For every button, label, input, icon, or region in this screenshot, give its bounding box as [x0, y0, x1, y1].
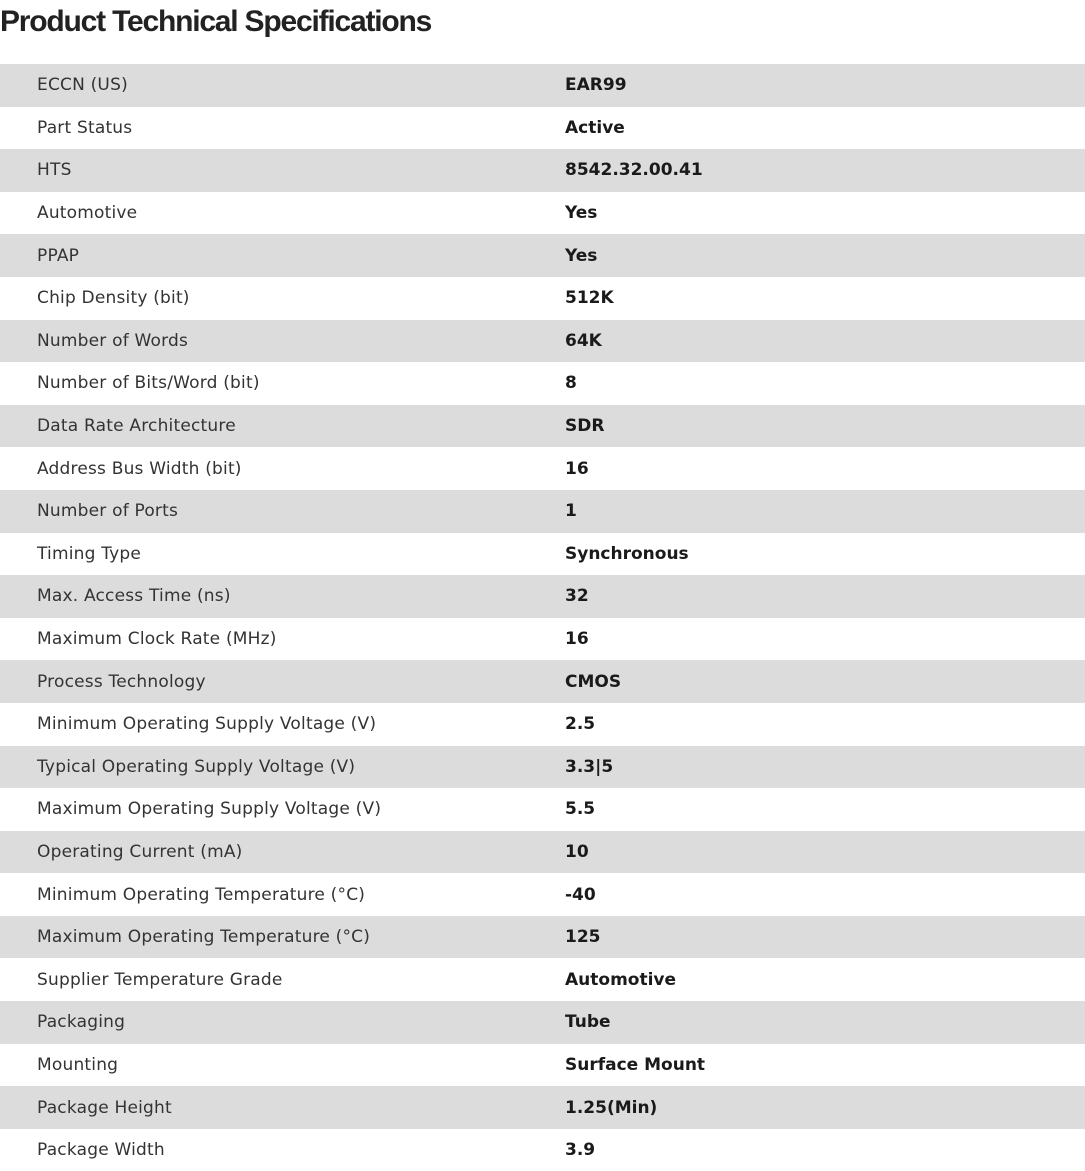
spec-value: 64K	[565, 330, 602, 351]
spec-label: Number of Words	[37, 330, 189, 351]
table-row	[0, 1001, 1085, 1044]
spec-label: Packaging	[37, 1012, 126, 1033]
table-row	[0, 192, 1085, 235]
spec-label: Maximum Operating Supply Voltage (V)	[37, 799, 382, 820]
table-row	[0, 490, 1085, 533]
spec-value: Yes	[565, 245, 598, 266]
spec-value: 3.9	[565, 1140, 596, 1161]
spec-label: Package Height	[37, 1097, 172, 1118]
spec-value: 5.5	[565, 799, 596, 820]
spec-value: 3.3|5	[565, 756, 614, 777]
table-row	[0, 703, 1085, 746]
spec-label: Timing Type	[37, 543, 142, 564]
table-row	[0, 64, 1085, 107]
spec-value: Synchronous	[565, 543, 689, 564]
table-row	[0, 1044, 1085, 1087]
spec-value: Active	[565, 117, 625, 138]
spec-value: SDR	[565, 416, 605, 437]
table-row	[0, 575, 1085, 618]
spec-table	[0, 64, 1085, 1171]
spec-label: ECCN (US)	[37, 75, 128, 96]
table-row	[0, 107, 1085, 150]
spec-label: Number of Bits/Word (bit)	[37, 373, 260, 394]
table-row	[0, 1086, 1085, 1129]
spec-label: Data Rate Architecture	[37, 416, 236, 437]
spec-value: EAR99	[565, 75, 627, 96]
spec-value: 8	[565, 373, 577, 394]
spec-value: Surface Mount	[565, 1054, 706, 1075]
spec-label: Minimum Operating Supply Voltage (V)	[37, 714, 377, 735]
spec-label: Part Status	[37, 117, 133, 138]
table-row	[0, 533, 1085, 576]
table-row	[0, 746, 1085, 789]
page-title: Product Technical Specifications	[0, 5, 432, 38]
spec-value: 1.25(Min)	[565, 1097, 658, 1118]
spec-value: CMOS	[565, 671, 622, 692]
spec-value: 10	[565, 841, 589, 862]
spec-value: 1	[565, 501, 577, 522]
spec-label: Supplier Temperature Grade	[37, 969, 283, 990]
spec-label: Package Width	[37, 1140, 165, 1161]
spec-label: Number of Ports	[37, 501, 179, 522]
table-row	[0, 149, 1085, 192]
table-row	[0, 234, 1085, 277]
spec-label: Mounting	[37, 1054, 119, 1075]
spec-label: Chip Density (bit)	[37, 288, 190, 309]
table-row	[0, 660, 1085, 703]
spec-value: 8542.32.00.41	[565, 160, 703, 181]
table-row	[0, 916, 1085, 959]
spec-value: Automotive	[565, 969, 677, 990]
spec-value: Yes	[565, 203, 598, 224]
spec-value: 125	[565, 927, 601, 948]
spec-value: 16	[565, 458, 589, 479]
table-row	[0, 788, 1085, 831]
spec-value: 2.5	[565, 714, 596, 735]
spec-value: Tube	[565, 1012, 611, 1033]
table-row	[0, 362, 1085, 405]
spec-label: Operating Current (mA)	[37, 841, 243, 862]
spec-label: PPAP	[37, 245, 80, 266]
table-row	[0, 831, 1085, 874]
spec-table-body	[0, 64, 1085, 1171]
table-row	[0, 873, 1085, 916]
table-row	[0, 618, 1085, 661]
spec-label: Process Technology	[37, 671, 206, 692]
spec-label: Max. Access Time (ns)	[37, 586, 231, 607]
spec-label: Address Bus Width (bit)	[37, 458, 242, 479]
table-row	[0, 277, 1085, 320]
table-row	[0, 320, 1085, 363]
spec-label: Automotive	[37, 203, 138, 224]
spec-value: -40	[565, 884, 596, 905]
spec-label: Maximum Clock Rate (MHz)	[37, 629, 277, 650]
spec-label: Typical Operating Supply Voltage (V)	[37, 756, 356, 777]
spec-label: Maximum Operating Temperature (°C)	[37, 927, 371, 948]
spec-value: 32	[565, 586, 589, 607]
spec-value: 16	[565, 629, 589, 650]
table-row	[0, 958, 1085, 1001]
spec-label: HTS	[37, 160, 72, 181]
spec-label: Minimum Operating Temperature (°C)	[37, 884, 366, 905]
table-row	[0, 405, 1085, 448]
spec-value: 512K	[565, 288, 614, 309]
table-row	[0, 447, 1085, 490]
